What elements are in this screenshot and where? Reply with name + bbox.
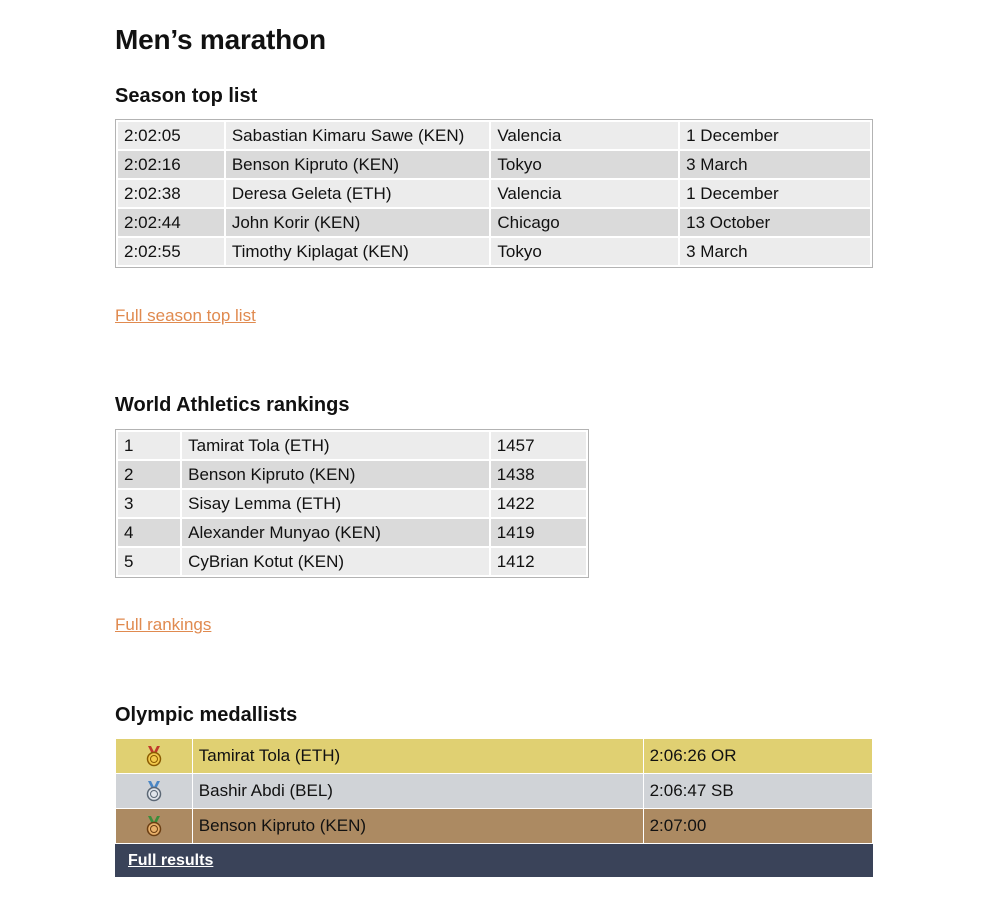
table-row bbox=[118, 209, 870, 236]
venue-cell: Tokyo bbox=[491, 151, 678, 178]
olympic-medallists-heading: Olympic medallists bbox=[115, 704, 298, 726]
athlete-cell: John Korir (KEN) bbox=[226, 209, 490, 236]
venue-cell: Tokyo bbox=[491, 238, 678, 265]
date-cell: 3 March bbox=[680, 238, 870, 265]
rank-cell: 2 bbox=[118, 461, 180, 488]
world-athletics-rankings-table bbox=[115, 429, 589, 578]
table-row bbox=[118, 151, 870, 178]
date-cell: 1 December bbox=[680, 122, 870, 149]
points-cell: 1412 bbox=[491, 548, 586, 575]
time-cell: 2:02:55 bbox=[118, 238, 224, 265]
athlete-cell: Tamirat Tola (ETH) bbox=[182, 432, 489, 459]
full-rankings-link[interactable]: Full rankings bbox=[115, 615, 212, 634]
athlete-cell: Bashir Abdi (BEL) bbox=[192, 774, 643, 809]
athlete-cell: Benson Kipruto (KEN) bbox=[182, 461, 489, 488]
athlete-cell: Sisay Lemma (ETH) bbox=[182, 490, 489, 517]
athlete-cell: Timothy Kiplagat (KEN) bbox=[226, 238, 490, 265]
bronze-medal-icon bbox=[116, 809, 193, 844]
world-athletics-rankings-heading: World Athletics rankings bbox=[115, 394, 350, 416]
table-row bbox=[118, 432, 586, 459]
table-row bbox=[118, 122, 870, 149]
season-top-list-table bbox=[115, 119, 873, 268]
athlete-cell: Benson Kipruto (KEN) bbox=[192, 809, 643, 844]
points-cell: 1422 bbox=[491, 490, 586, 517]
points-cell: 1457 bbox=[491, 432, 586, 459]
athlete-cell: CyBrian Kotut (KEN) bbox=[182, 548, 489, 575]
page-title: Men’s marathon bbox=[115, 24, 326, 55]
time-cell: 2:02:44 bbox=[118, 209, 224, 236]
time-cell: 2:02:16 bbox=[118, 151, 224, 178]
table-footer bbox=[116, 844, 873, 877]
athlete-cell: Sabastian Kimaru Sawe (KEN) bbox=[226, 122, 490, 149]
athlete-cell: Deresa Geleta (ETH) bbox=[226, 180, 490, 207]
athlete-cell: Tamirat Tola (ETH) bbox=[192, 739, 643, 774]
time-cell: 2:02:38 bbox=[118, 180, 224, 207]
table-row bbox=[118, 180, 870, 207]
points-cell: 1438 bbox=[491, 461, 586, 488]
table-row bbox=[116, 739, 873, 774]
table-row bbox=[118, 461, 586, 488]
rank-cell: 5 bbox=[118, 548, 180, 575]
venue-cell: Chicago bbox=[491, 209, 678, 236]
season-top-list-heading: Season top list bbox=[115, 85, 258, 107]
table-row bbox=[118, 238, 870, 265]
venue-cell: Valencia bbox=[491, 180, 678, 207]
silver-medal-icon bbox=[116, 774, 193, 809]
rank-cell: 1 bbox=[118, 432, 180, 459]
points-cell: 1419 bbox=[491, 519, 586, 546]
date-cell: 3 March bbox=[680, 151, 870, 178]
rank-cell: 4 bbox=[118, 519, 180, 546]
date-cell: 1 December bbox=[680, 180, 870, 207]
table-row bbox=[118, 548, 586, 575]
athlete-cell: Alexander Munyao (KEN) bbox=[182, 519, 489, 546]
table-row bbox=[118, 519, 586, 546]
rank-cell: 3 bbox=[118, 490, 180, 517]
gold-medal-icon bbox=[116, 739, 193, 774]
result-cell: 2:07:00 bbox=[643, 809, 872, 844]
result-cell: 2:06:47 SB bbox=[643, 774, 872, 809]
olympic-medallists-table bbox=[115, 738, 873, 877]
table-row bbox=[116, 774, 873, 809]
athlete-cell: Benson Kipruto (KEN) bbox=[226, 151, 490, 178]
table-row bbox=[116, 809, 873, 844]
result-cell: 2:06:26 OR bbox=[643, 739, 872, 774]
date-cell: 13 October bbox=[680, 209, 870, 236]
time-cell: 2:02:05 bbox=[118, 122, 224, 149]
full-results-link[interactable]: Full results bbox=[128, 852, 214, 869]
venue-cell: Valencia bbox=[491, 122, 678, 149]
table-row bbox=[118, 490, 586, 517]
full-season-top-list-link[interactable]: Full season top list bbox=[115, 306, 256, 325]
